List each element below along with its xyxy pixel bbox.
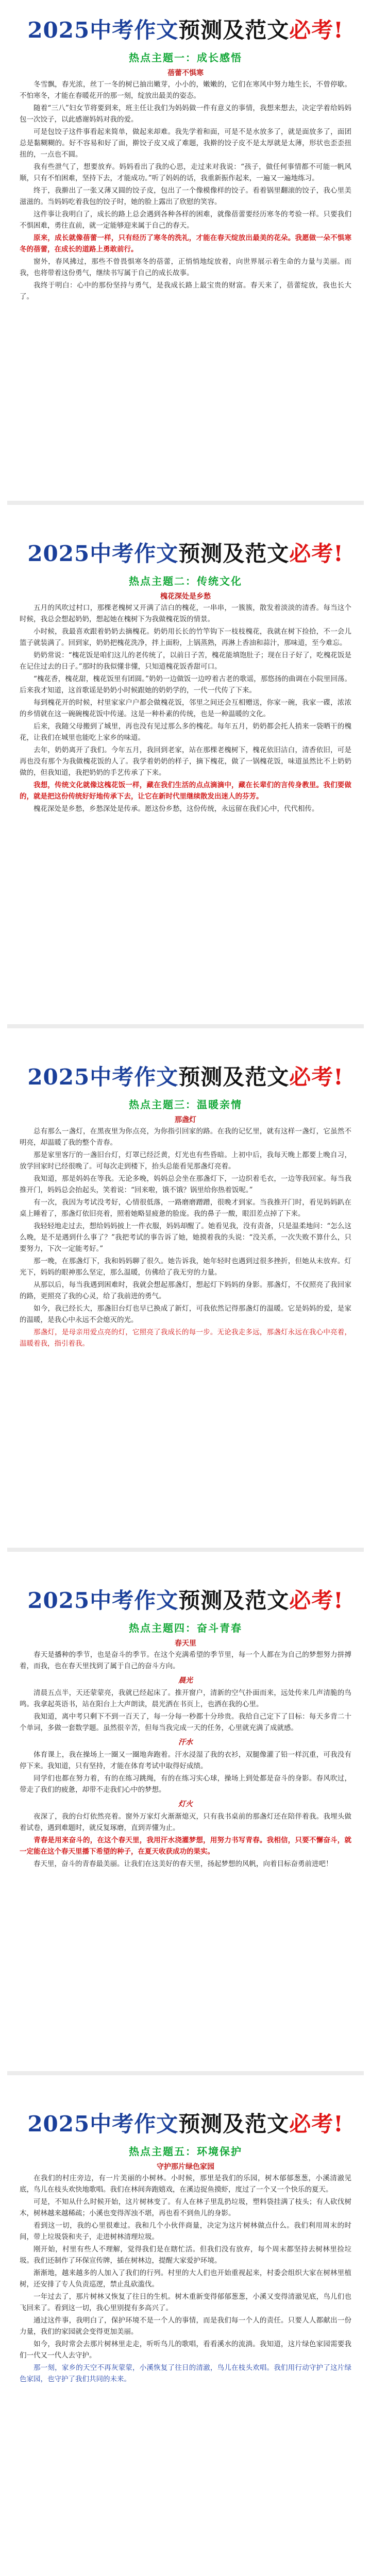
essay-paragraph: 如今，我已经长大，那盏旧台灯也早已换成了新灯，可我依然记得那盏灯的温暖。它是妈妈的爱，是家的温暖，是我心中永远不会熄灭的光。 [20, 1304, 351, 1324]
essay-section [7, 523, 364, 1028]
essay-subheading: 汗水 [178, 1738, 193, 1747]
theme-title: 热点主题一：成长感悟 [129, 52, 242, 64]
banner-must: 必考! [289, 541, 344, 566]
essay-paragraph: 从那以后，每当我遇到困难时，我就会想起那盏灯，想起灯下妈妈的身影。那盏灯，不仅照亮了我回家的路，更照亮了我的心灵，给了我前进的勇气。 [20, 1281, 351, 1300]
essay-paragraph: 终于，我擀出了一张又薄又圆的饺子皮，包出了一个像模像样的饺子。看着锅里翻滚的饺子，我心里美滋滋的。当妈妈吃着我包的饺子时，她的脸上露出了欣慰的笑容。 [20, 187, 351, 206]
essay-paragraph: 可是，不知从什么时候开始，这片树林变了。有人在林子里乱扔垃圾，塑料袋挂满了枝头；有人砍伐树木，树林越来越稀疏；小溪也变得浑浊不堪，再也看不到鱼儿的身影。 [20, 2198, 351, 2217]
essay-paragraph: 原来，成长就像蓓蕾一样，只有经历了寒冬的洗礼，才能在春天绽放出最美的花朵。我愿做一朵不惧寒冬的蓓蕾，在成长的道路上勇敢前行。 [20, 234, 351, 253]
essay-section [7, 1570, 364, 2075]
essay-paragraph: 刚开始，村里有些人不理解，觉得我们是在瞎忙活。但我们没有放弃，每个周末都坚持去树林里捡垃圾。我们还制作了环保宣传牌，插在树林边，提醒大家爱护环境。 [20, 2245, 351, 2265]
essay-paragraph: 奶奶常说：“槐花饭是咱们这儿的老传统了，以前日子苦，槐花能填饱肚子；现在日子好了，吃槐花饭是在记住过去的日子。”那时的我似懂非懂，只知道槐花饭香甜可口。 [20, 651, 351, 671]
banner-title [20, 2107, 351, 2138]
essay-paragraph: 春天是播种的季节，也是奋斗的季节。在这个充满希望的季节里，每一个人都在为自己的梦想努力拼搏着，而我，也在春天里找到了属于自己的奋斗方向。 [20, 1651, 351, 1670]
banner-middle-b: 预测及范文 [178, 541, 290, 566]
essay-paragraph: 这件事让我明白了，成长的路上总会遇到各种各样的困难，就像蓓蕾要经历寒冬的考验一样。只要我们不惧困难，勇往直前，就一定能够迎来属于自己的春天。 [20, 210, 351, 230]
essay-paragraph: 窗外，春风拂过，那些不曾畏惧寒冬的蓓蕾，正悄悄地绽放着，向世界展示着生命的力量与美丽。而我，也将带着这份勇气，继续书写属于自己的成长故事。 [20, 258, 351, 277]
essay-paragraph: 青春是用来奋斗的，在这个春天里，我用汗水浇灌梦想，用努力书写青春。我相信，只要不懈奋斗，就一定能在这个春天里播下希望的种子，在夏天收获成功的果实。 [20, 1836, 351, 1856]
essay-paragraph: 我知道，那是妈妈在等我。无论多晚，妈妈总会坐在那盏灯下，一边织着毛衣，一边等我回家。每当我推开门，妈妈总会抬起头，笑着说：“回来啦，饿不饿？锅里给你热着饭呢。” [20, 1175, 351, 1194]
essay-title: 蓓蕾不惧寒 [167, 69, 204, 77]
essay-paragraph: 后来，我随父母搬到了城里，再也没有见过那么多的槐花。每年五月，奶奶都会托人捎来一袋晒干的槐花，让我们在城里也能吃上家乡的味道。 [20, 722, 351, 742]
banner-middle-b: 预测及范文 [178, 18, 290, 43]
banner-middle-a: 中考作文 [90, 1064, 179, 1090]
essay-paragraph: 冬雪飘，春光浓，丝丁一冬的树已抽出嫩芽，小小的，嫩嫩的，它们在寒风中努力地生长，不曾停歇。不怕寒冬，才能在春暖花开的那一刻，绽放出最美的姿态。 [20, 80, 351, 100]
essay-paragraph: 我知道，离中考只剩下不到一百天了，每一分每一秒都十分珍贵。我给自己定下了目标：每天多背二十个单词，多做一套数学题。虽然很辛苦，但每当我完成一天的任务，心里就充满了成就感。 [20, 1713, 351, 1732]
essay-section [7, 1047, 364, 1552]
theme-title: 热点主题四：奋斗青春 [129, 1622, 242, 1634]
banner-middle-b: 预测及范文 [178, 1064, 290, 1090]
banner-must: 必考! [289, 2111, 344, 2137]
banner-middle-a: 中考作文 [90, 18, 179, 43]
essay-paragraph: 我轻轻地走过去，想给妈妈披上一件衣服，妈妈却醒了。她看见我，没有责备，只是温柔地问：“怎么这么晚，是不是遇到什么事了？”我把考试的事告诉了她，她摸着我的头说：“没关系，一次失败不算什么，只要努力，下次一定能考好。” [20, 1222, 351, 1253]
banner-middle-a: 中考作文 [90, 2111, 179, 2137]
essay-paragraph: 随着“三八”妇女节将要到来，班主任让我们为妈妈做一件有意义的事情，我想来想去，决定学着给妈妈包一次饺子，以此感谢妈妈对我的爱。 [20, 104, 351, 124]
banner-year: 2025 [27, 1588, 90, 1613]
banner-title [20, 1060, 351, 1091]
essay-paragraph: 清晨五点半，天还蒙蒙亮，我就已经起床了。推开窗户，清新的空气扑面而来，远处传来几声清脆的鸟鸣。我拿起英语书，站在阳台上大声朗读，晨光洒在书页上，也洒在我的心里。 [20, 1689, 351, 1708]
essay-paragraph: 那一晚，在那盏灯下，我和妈妈聊了很久。她告诉我，她年轻时也遇到过很多挫折，但她从未放弃。灯光下，妈妈的眼神那么坚定，那么温暖，仿佛给了我无穷的力量。 [20, 1257, 351, 1277]
essay-paragraph: 同学们也都在努力着，有的在练习跳绳，有的在练习实心球，操场上到处都是奋斗的身影。春风吹过，带走了我们的疲惫，却带不走我们心中的梦想。 [20, 1774, 351, 1794]
essay-paragraph: 体育课上，我在操场上一圈又一圈地奔跑着。汗水浸湿了我的衣衫，双腿像灌了铅一样沉重，可我没有停下来。我知道，只有坚持，才能在体育考试中取得好成绩。 [20, 1751, 351, 1770]
essay-title: 那盏灯 [175, 1116, 196, 1124]
essay-paragraph: 春天里，奋斗的青春最美丽。让我们在这美好的春天里，扬起梦想的风帆，向着目标奋勇前进吧！ [33, 1860, 333, 1868]
banner-title [20, 537, 351, 568]
essay-title: 槐花深处是乡愁 [160, 592, 211, 601]
theme-title: 热点主题三：温暖亲情 [129, 1098, 242, 1111]
banner-title [20, 1584, 351, 1615]
essay-paragraph: 五月的风吹过村口，那棵老槐树又开满了洁白的槐花，一串串，一簇簇，散发着淡淡的清香。每当这个时候，我总会想起奶奶，想起她在槐树下为我做槐花饭的情景。 [20, 604, 351, 623]
essay-paragraph: 去年，奶奶离开了我们。今年五月，我回到老家，站在那棵老槐树下，槐花依旧洁白，清香依旧，可是再也没有那个为我做槐花饭的人了。我学着奶奶的样子，摘下槐花，做了一锅槐花饭，味道虽然比不上奶奶做的，但我知道，我把奶奶的手艺传承了下来。 [20, 746, 351, 777]
essay-paragraph: 有一次，我因为考试没考好，心情很低落，一路磨磨蹭蹭，很晚才到家。当我推开门时，看见妈妈趴在桌上睡着了，那盏灯依旧亮着，照着她略显疲惫的脸庞。我的鼻子一酸，眼泪差点掉了下来。 [20, 1198, 351, 1218]
essay-subheading: 灯火 [178, 1800, 193, 1808]
essay-subheading: 晨光 [178, 1676, 193, 1685]
essay-section [7, 0, 364, 505]
essay-title: 守护那片绿色家园 [157, 2163, 214, 2171]
banner-middle-b: 预测及范文 [178, 2111, 290, 2137]
banner-must: 必考! [289, 18, 344, 43]
essay-paragraph: 那一刻，家乡的天空不再灰蒙蒙，小溪恢复了往日的清澈，鸟儿在枝头欢唱。我们用行动守护了这片绿色家园，也守护了我们共同的未来。 [20, 2364, 351, 2383]
essay-paragraph: 我有些泄气了，想要放弃。妈妈看出了我的心思，走过来对我说：“孩子，做任何事情都不可能一帆风顺，只有不怕困难，坚持下去，才能成功。”听了妈妈的话，我重新振作起来，一遍又一遍地练习。 [20, 163, 351, 182]
essay-title: 春天里 [175, 1639, 196, 1648]
essay-paragraph: 那是家里客厅的一盏旧台灯，灯罩已经泛黄，灯光也有些昏暗。上初中后，我每天晚上都要上晚自习，放学回家时已经很晚了。可每次走到楼下，抬头总能看见那盏灯亮着。 [20, 1151, 351, 1171]
banner-year: 2025 [27, 1064, 90, 1090]
banner-must: 必考! [289, 1588, 344, 1613]
banner-title [20, 13, 351, 44]
essay-paragraph: 总有那么一盏灯，在黑夜里为你点亮，为你指引回家的路。在我的记忆里，就有这样一盏灯，它虽然不明亮，却温暖了我的整个青春。 [20, 1127, 351, 1147]
banner-middle-b: 预测及范文 [178, 1588, 290, 1613]
theme-title: 热点主题五：环境保护 [129, 2145, 242, 2158]
banner-middle-a: 中考作文 [90, 541, 179, 566]
essay-paragraph: 小时候，我最喜欢跟着奶奶去摘槐花。奶奶用长长的竹竿钩下一枝枝槐花，我就在树下捡拾，不一会儿篮子就装满了。回到家，奶奶把槐花洗净，拌上面粉，上锅蒸熟，再淋上香油和蒜汁，那味道，至今难忘。 [20, 628, 351, 647]
essay-paragraph: 可是包饺子这件事看起来简单，做起来却难。我先学着和面，可是不是水放多了，就是面放多了，面团总是黏糊糊的。好不容易和好了面，擀饺子皮又成了难题，我擀的饺子皮不是太厚就是太薄，形状也歪歪扭扭的，一点也不圆。 [20, 128, 351, 159]
essay-paragraph: 每到槐花开的时候，村里家家户户都会做槐花饭，邻里之间还会互相赠送，你家一碗，我家一碟，浓浓的乡情就在这一碗碗槐花饭中传递。这是一种朴素的传统，也是一种温暖的文化。 [20, 699, 351, 718]
essay-paragraph: 我终于明白：心中的那份坚持与勇气，是我成长路上最宝贵的财富。春天来了，蓓蕾绽放，我也长大了。 [20, 281, 351, 301]
essay-paragraph: 一年过去了，那片树林又恢复了往日的生机。树木重新变得郁郁葱葱，小溪又变得清澈见底，鸟儿们也飞回来了。看到这一切，我心里别提有多高兴了。 [20, 2293, 351, 2312]
essay-paragraph: 看到这一切，我的心里很难过。我和几个小伙伴商量，决定为这片树林做点什么。我们利用周末的时间，带上垃圾袋和夹子，走进树林清理垃圾。 [20, 2222, 351, 2241]
banner-year: 2025 [27, 2111, 90, 2137]
banner-middle-a: 中考作文 [90, 1588, 179, 1613]
essay-section [7, 2094, 364, 2576]
essay-paragraph: 我想，传统文化就像这槐花饭一样，藏在我们生活的点点滴滴中，藏在长辈们的言传身教里。我们要做的，就是把这份传统好好地传承下去，让它在新时代里继续散发出迷人的芬芳。 [20, 781, 351, 801]
essay-paragraph: 那盏灯，是母亲用爱点亮的灯，它照亮了我成长的每一步。无论我走多远，那盏灯永远在我心中亮着，温暖着我，指引着我。 [20, 1328, 351, 1348]
banner-year: 2025 [27, 541, 90, 566]
essay-paragraph: 在我们的村庄旁边，有一片美丽的小树林。小时候，那里是我们的乐园，树木郁郁葱葱，小溪清澈见底，鸟儿在枝头欢快地歌唱。我们在林间奔跑嬉戏，在溪边捉鱼摸虾，度过了一个又一个快乐的夏天。 [20, 2174, 351, 2194]
essay-paragraph: 夜深了，我的台灯依然亮着。窗外万家灯火渐渐熄灭，只有我书桌前的那盏灯还在陪伴着我。我埋头做着试卷，遇到难题时，就反复琢磨，直到弄懂为止。 [20, 1812, 351, 1832]
banner-must: 必考! [289, 1064, 344, 1090]
essay-paragraph: “槐花香，槐花甜，槐花饭里有团圆。”奶奶一边做饭一边哼着古老的歌谣，那悠扬的曲调在小院里回荡。后来我才知道，这首歌谣是奶奶小时候跟她的奶奶学的，一代一代传了下来。 [20, 675, 351, 694]
essay-paragraph: 如今，我时常会去那片树林里走走，听听鸟儿的歌唱，看看溪水的流淌。我知道，这片绿色家园需要我们一代又一代人去守护。 [20, 2340, 351, 2360]
essay-paragraph: 槐花深处是乡愁，乡愁深处是传承。愿这份乡愁，这份传统，永远留在我们心中，代代相传。 [33, 805, 319, 813]
essay-paragraph: 渐渐地，越来越多的人加入了我们的行列。村里的大人们也开始重视起来，村委会组织大家在树林里植树，还安排了专人负责巡逻，禁止乱砍滥伐。 [20, 2269, 351, 2289]
banner-year: 2025 [27, 18, 90, 43]
theme-title: 热点主题二：传统文化 [129, 575, 242, 587]
essay-paragraph: 通过这件事，我明白了，保护环境不是一个人的事情，而是我们每一个人的责任。只要人人都献出一份力量，我们的家园就会变得更加美丽。 [20, 2316, 351, 2336]
